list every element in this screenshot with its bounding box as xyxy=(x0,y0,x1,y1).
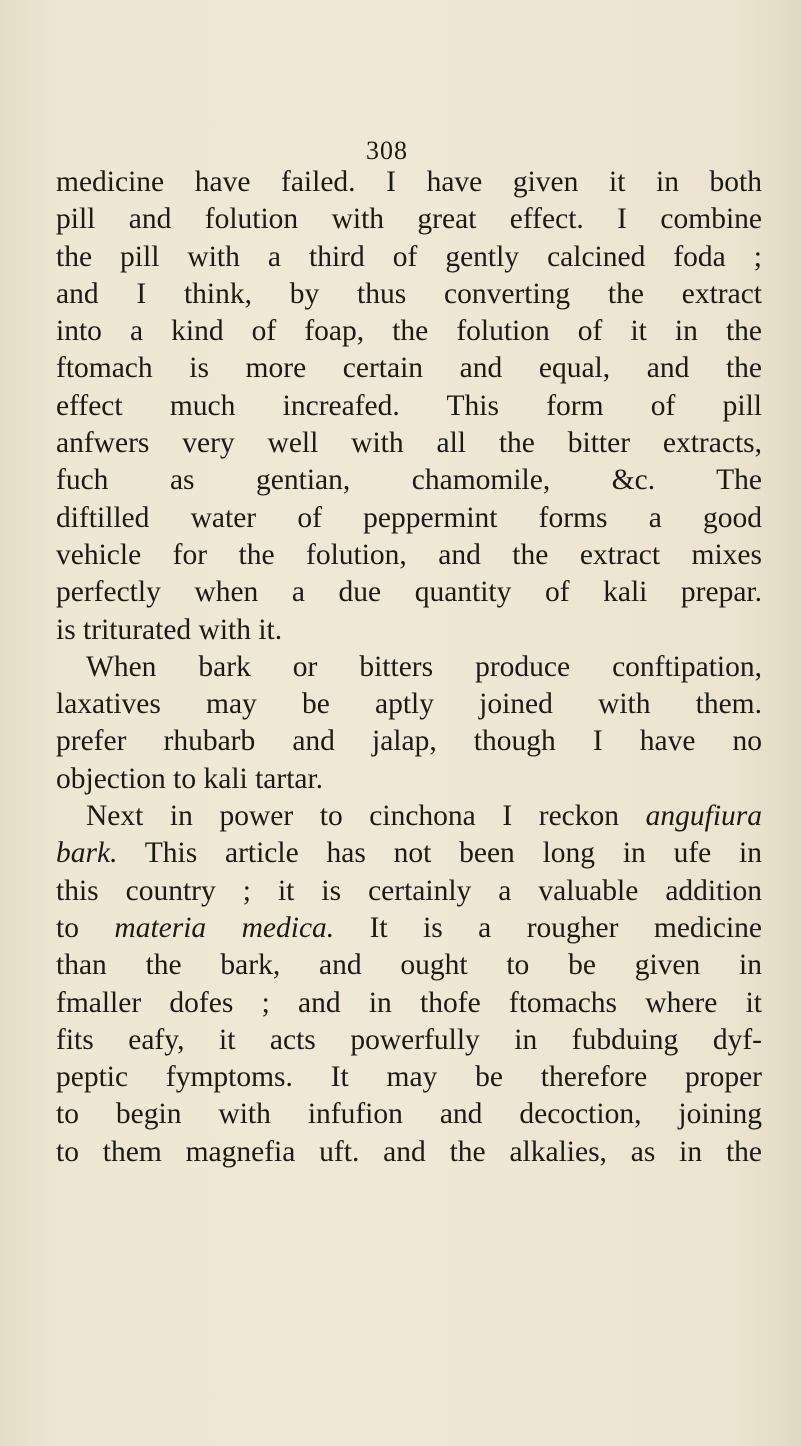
text-line-12: perfectly when a due quantity of kali prepar. xyxy=(56,576,762,609)
text-line-13: is triturated with it. xyxy=(56,613,283,646)
text-line-5: into a kind of foap, the folution of it in the xyxy=(56,315,762,348)
text-line-21-part-1: to xyxy=(56,911,79,944)
text-line-15: laxatives may be aptly joined with them. xyxy=(56,688,762,721)
text-line-18-part-1: Next in power to cinchona I reckon xyxy=(86,800,620,833)
page-number: 308 xyxy=(366,136,408,165)
text-line-10: diftilled water of peppermint forms a good xyxy=(56,501,762,534)
text-line-23: fmaller dofes ; and in thofe ftomachs where it xyxy=(56,986,762,1019)
text-line-17: objection to kali tartar. xyxy=(56,762,324,795)
text-line-8: anfwers very well with all the bitter extracts, xyxy=(56,427,762,460)
body-text xyxy=(56,164,762,1171)
italic-term-angustura: angufiura xyxy=(645,800,762,833)
text-line-20: this country ; it is certainly a valuable addition xyxy=(56,874,762,907)
text-line-19 xyxy=(56,835,762,872)
text-line-21-part-3: It is a rougher medicine xyxy=(369,911,762,944)
text-line-27: to them magnefia uft. and the alkalies, as in the xyxy=(56,1135,762,1168)
text-line-16: prefer rhubarb and jalap, though I have no xyxy=(56,725,762,758)
text-line-26: to begin with infufion and decoction, joining xyxy=(56,1098,762,1131)
text-line-2: pill and folution with great effect. I combine xyxy=(56,203,762,236)
text-line-6: ftomach is more certain and equal, and the xyxy=(56,352,762,385)
text-line-1: medicine have failed. I have given it in both xyxy=(56,166,762,198)
text-line-24: fits eafy, it acts powerfully in fubduing dyf- xyxy=(56,1023,762,1056)
text-line-4: and I think, by thus converting the extract xyxy=(56,277,762,310)
text-line-9: fuch as gentian, chamomile, &c. The xyxy=(56,464,762,497)
text-line-19-part-2: This article has not been long in ufe in xyxy=(144,837,763,870)
text-line-21 xyxy=(56,910,762,947)
text-line-7: effect much increafed. This form of pill xyxy=(56,389,762,422)
text-line-3: the pill with a third of gently calcined foda ; xyxy=(56,240,762,273)
text-line-25: peptic fymptoms. It may be therefore proper xyxy=(56,1061,762,1094)
text-line-22: than the bark, and ought to be given in xyxy=(56,949,762,982)
italic-term-bark: bark. xyxy=(56,837,118,870)
text-line-11: vehicle for the folution, and the extract mixes xyxy=(56,538,762,571)
text-line-14: When bark or bitters produce conftipation, xyxy=(86,650,762,683)
italic-term-materia-medica: materia medica. xyxy=(114,911,335,944)
text-line-18 xyxy=(56,798,762,835)
